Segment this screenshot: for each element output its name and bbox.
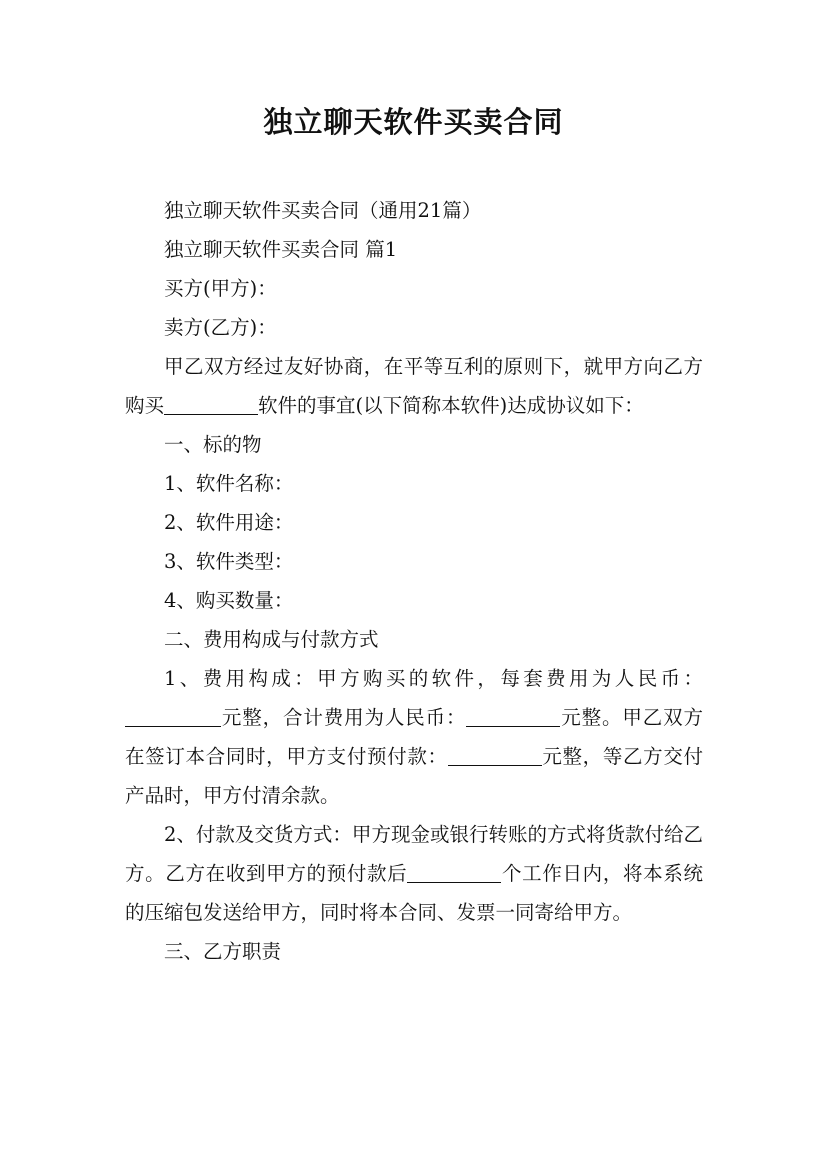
fee-clause xyxy=(125,659,703,815)
total-price-blank xyxy=(466,707,560,728)
unit-price-blank xyxy=(125,707,221,728)
intro-text-2: 软件的事宜(以下简称本软件)达成协议如下： xyxy=(258,394,644,417)
payment-text-1: 2、付款及交货方式：甲方现金或银行转账的方式将货款付给乙方。乙方在收到甲方的预付款后 xyxy=(125,823,703,885)
seller-label: 卖方(乙方)： xyxy=(164,316,277,339)
document-subtitle: 独立聊天软件买卖合同（通用21篇） xyxy=(164,199,482,222)
fee-text-1: 1、费用构成：甲方购买的软件，每套费用为人民币： xyxy=(164,667,703,690)
intro-paragraph xyxy=(125,347,703,425)
fee-text-4: 元整，等乙方交付产品时，甲方付清余款。 xyxy=(125,745,703,807)
item-software-use: 2、软件用途： xyxy=(164,511,294,534)
software-name-blank xyxy=(164,395,258,416)
payment-clause xyxy=(125,815,703,932)
working-days-blank xyxy=(407,863,501,884)
prepayment-blank xyxy=(448,746,542,767)
payment-text-2: 个工作日内，将本系统的压缩包发送给甲方，同时将本合同、发票一同寄给甲方。 xyxy=(125,862,703,924)
intro-text-1: 甲乙双方经过友好协商，在平等互利的原则下，就甲方向乙方购买 xyxy=(125,355,703,417)
document-body xyxy=(125,191,703,971)
section-heading: 独立聊天软件买卖合同 篇1 xyxy=(164,238,398,261)
document-title: 独立聊天软件买卖合同 xyxy=(263,105,564,139)
article-2-heading: 二、费用构成与付款方式 xyxy=(164,628,379,651)
article-3-heading: 三、乙方职责 xyxy=(164,940,282,963)
item-purchase-quantity: 4、购买数量： xyxy=(164,589,294,612)
fee-text-3: 元整。甲乙双方在签订本合同时，甲方支付预付款： xyxy=(125,706,703,768)
fee-text-2: 元整，合计费用为人民币： xyxy=(221,706,467,729)
article-1-heading: 一、标的物 xyxy=(164,433,262,456)
item-software-name: 1、软件名称： xyxy=(164,472,294,495)
buyer-label: 买方(甲方)： xyxy=(164,277,277,300)
item-software-type: 3、软件类型： xyxy=(164,550,294,573)
